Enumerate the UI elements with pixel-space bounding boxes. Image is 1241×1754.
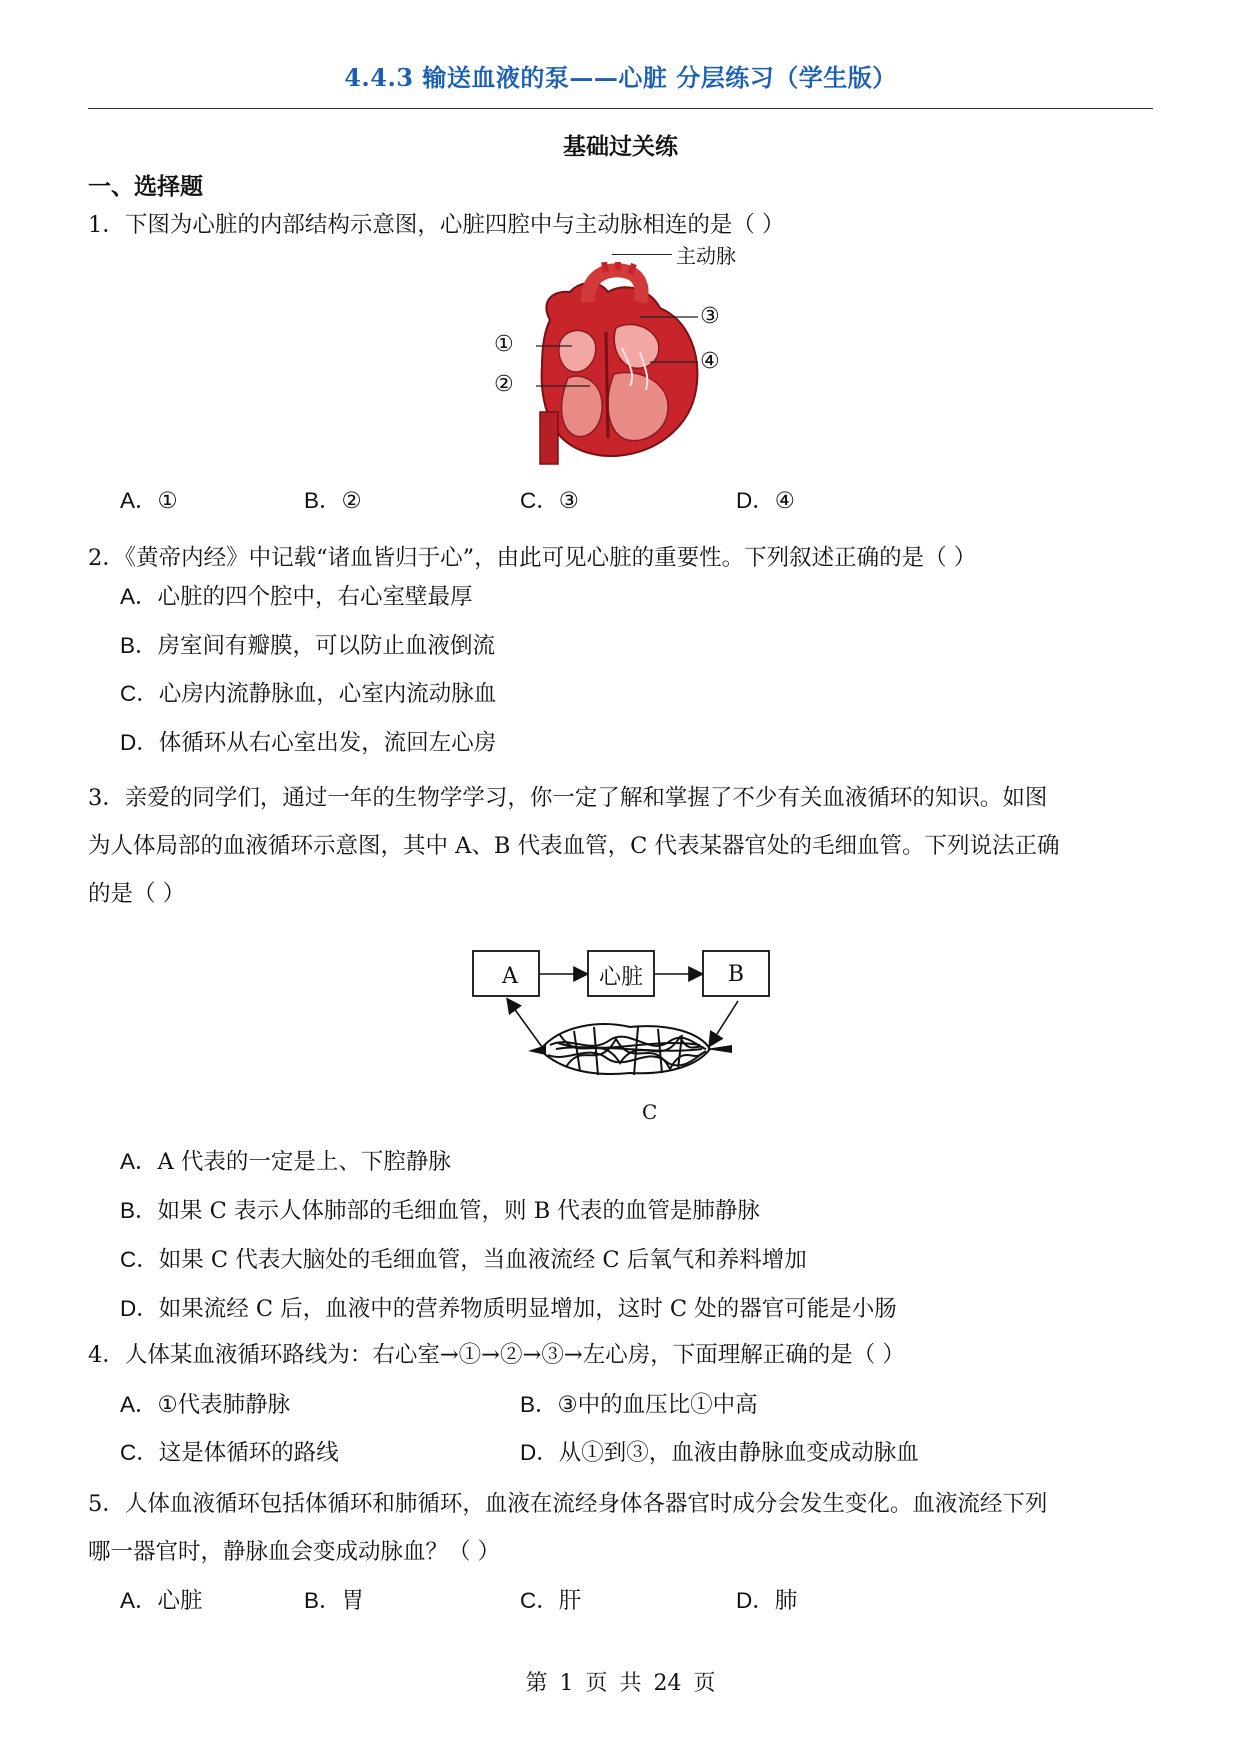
q1-option-c-text: ③ — [558, 488, 579, 514]
question-5-stem-line-2: 哪一器官时，静脉血会变成动脉血？（ ） — [88, 1539, 501, 1565]
q5-option-a-text: 心脏 — [157, 1588, 203, 1614]
q5-option-c-text: 肝 — [558, 1588, 582, 1614]
question-4-stem: 4．人体某血液循环路线为：右心室→①→②→③→左心房，下面理解正确的是（ ） — [88, 1342, 905, 1368]
q4-option-c-text: 这是体循环的路线 — [158, 1440, 339, 1466]
diagram-box-b-label: B — [727, 962, 745, 987]
heart-mark-4: ④ — [700, 349, 720, 374]
footer-word-gong: 共 — [619, 1671, 642, 1696]
heart-mark-2: ② — [494, 372, 514, 397]
q2-option-d[interactable]: D．体循环从右心室出发，流回左心房 — [120, 730, 497, 756]
q4-option-d[interactable]: D．从①到③，血液由静脉血变成动脉血 — [520, 1440, 919, 1466]
q2-option-d-text: 体循环从右心室出发，流回左心房 — [158, 730, 497, 756]
diagram-box-a-label: A — [502, 964, 518, 989]
q5-option-d-text: 肺 — [774, 1588, 798, 1614]
question-3-stem-line-3: 的是（ ） — [88, 881, 186, 907]
question-1-stem: 1．下图为心脏的内部结构示意图，心脏四腔中与主动脉相连的是（ ） — [88, 212, 785, 238]
q2-option-a[interactable]: A．心脏的四个腔中，右心室壁最厚 — [120, 584, 473, 610]
q5-option-b-text: 胃 — [341, 1588, 365, 1614]
q5-option-a[interactable]: A．心脏 — [120, 1588, 203, 1614]
q2-option-c[interactable]: C．心房内流静脉血，心室内流动脉血 — [120, 681, 497, 707]
footer-total-pages: 24 — [653, 1671, 682, 1696]
q3-option-d-text: 如果流经 C 后，血液中的营养物质明显增加，这时 C 处的器官可能是小肠 — [158, 1296, 897, 1322]
q3-option-d[interactable]: D．如果流经 C 后，血液中的营养物质明显增加，这时 C 处的器官可能是小肠 — [120, 1296, 897, 1322]
footer-page-number: 1 — [559, 1671, 574, 1696]
q5-option-c[interactable]: C．肝 — [520, 1588, 582, 1614]
footer-word-ye: 页 — [585, 1671, 608, 1696]
q2-option-c-text: 心房内流静脉血，心室内流动脉血 — [158, 681, 497, 707]
q1-option-a[interactable]: A．① — [120, 488, 178, 514]
question-2-stem: 2．《黄帝内经》中记载“诸血皆归于心”，由此可见心脏的重要性。下列叙述正确的是（ ） — [88, 545, 977, 571]
q3-option-c[interactable]: C．如果 C 代表大脑处的毛细血管，当血液流经 C 后氧气和养料增加 — [120, 1247, 807, 1273]
q3-option-b[interactable]: B．如果 C 表示人体肺部的毛细血管，则 B 代表的血管是肺静脉 — [120, 1198, 760, 1224]
q1-option-d-text: ④ — [774, 488, 795, 514]
question-3-stem-line-1: 3．亲爱的同学们，通过一年的生物学学习，你一定了解和掌握了不少有关血液循环的知识。如图 — [88, 785, 1048, 811]
q5-option-b[interactable]: B．胃 — [304, 1588, 365, 1614]
q1-option-c[interactable]: C．③ — [520, 488, 579, 514]
q3-option-c-text: 如果 C 代表大脑处的毛细血管，当血液流经 C 后氧气和养料增加 — [158, 1247, 807, 1273]
question-5-stem-line-1: 5．人体血液循环包括体循环和肺循环，血液在流经身体各器官时成分会发生变化。血液流经下列 — [88, 1491, 1048, 1517]
heart-mark-3: ③ — [700, 304, 720, 329]
q2-option-b[interactable]: B．房室间有瓣膜，可以防止血液倒流 — [120, 633, 496, 659]
header-divider — [88, 108, 1153, 109]
q4-option-b-text: ③中的血压比①中高 — [557, 1392, 758, 1418]
q4-option-a[interactable]: A．①代表肺静脉 — [120, 1392, 291, 1418]
diagram-label-c: C — [642, 1100, 658, 1124]
section-title: 基础过关练 — [563, 133, 678, 160]
q4-option-b[interactable]: B．③中的血压比①中高 — [520, 1392, 758, 1418]
q1-option-b-text: ② — [341, 488, 362, 514]
q4-option-d-text: 从①到③，血液由静脉血变成动脉血 — [558, 1440, 919, 1466]
question-3-stem-line-2: 为人体局部的血液循环示意图，其中 A、B 代表血管，C 代表某器官处的毛细血管。下列说法正确 — [88, 833, 1060, 859]
q2-option-a-text: 心脏的四个腔中，右心室壁最厚 — [157, 584, 473, 610]
q1-option-b[interactable]: B．② — [304, 488, 362, 514]
q2-option-b-text: 房室间有瓣膜，可以防止血液倒流 — [157, 633, 496, 659]
q4-option-c[interactable]: C．这是体循环的路线 — [120, 1440, 339, 1466]
page-footer — [0, 1666, 1241, 1697]
aorta-label: 主动脉 — [676, 244, 736, 268]
q4-option-a-text: ①代表肺静脉 — [157, 1392, 291, 1418]
diagram-box-heart-label: 心脏 — [598, 965, 643, 990]
heart-mark-1: ① — [494, 332, 514, 357]
part-title: 一、选择题 — [88, 173, 203, 200]
q3-option-a-text: A 代表的一定是上、下腔静脉 — [157, 1149, 451, 1175]
aorta-leader-line — [612, 254, 672, 255]
q5-option-d[interactable]: D．肺 — [736, 1588, 798, 1614]
q3-option-b-text: 如果 C 表示人体肺部的毛细血管，则 B 代表的血管是肺静脉 — [157, 1198, 760, 1224]
document-title: 4.4.3 输送血液的泵——心脏 分层练习（学生版） — [344, 63, 897, 92]
q1-option-a-text: ① — [157, 488, 178, 514]
footer-word-di: 第 — [525, 1671, 548, 1696]
footer-word-ye-2: 页 — [693, 1671, 716, 1696]
q3-option-a[interactable]: A．A 代表的一定是上、下腔静脉 — [120, 1149, 451, 1175]
q1-option-d[interactable]: D．④ — [736, 488, 795, 514]
heart-structure-figure — [490, 262, 770, 467]
